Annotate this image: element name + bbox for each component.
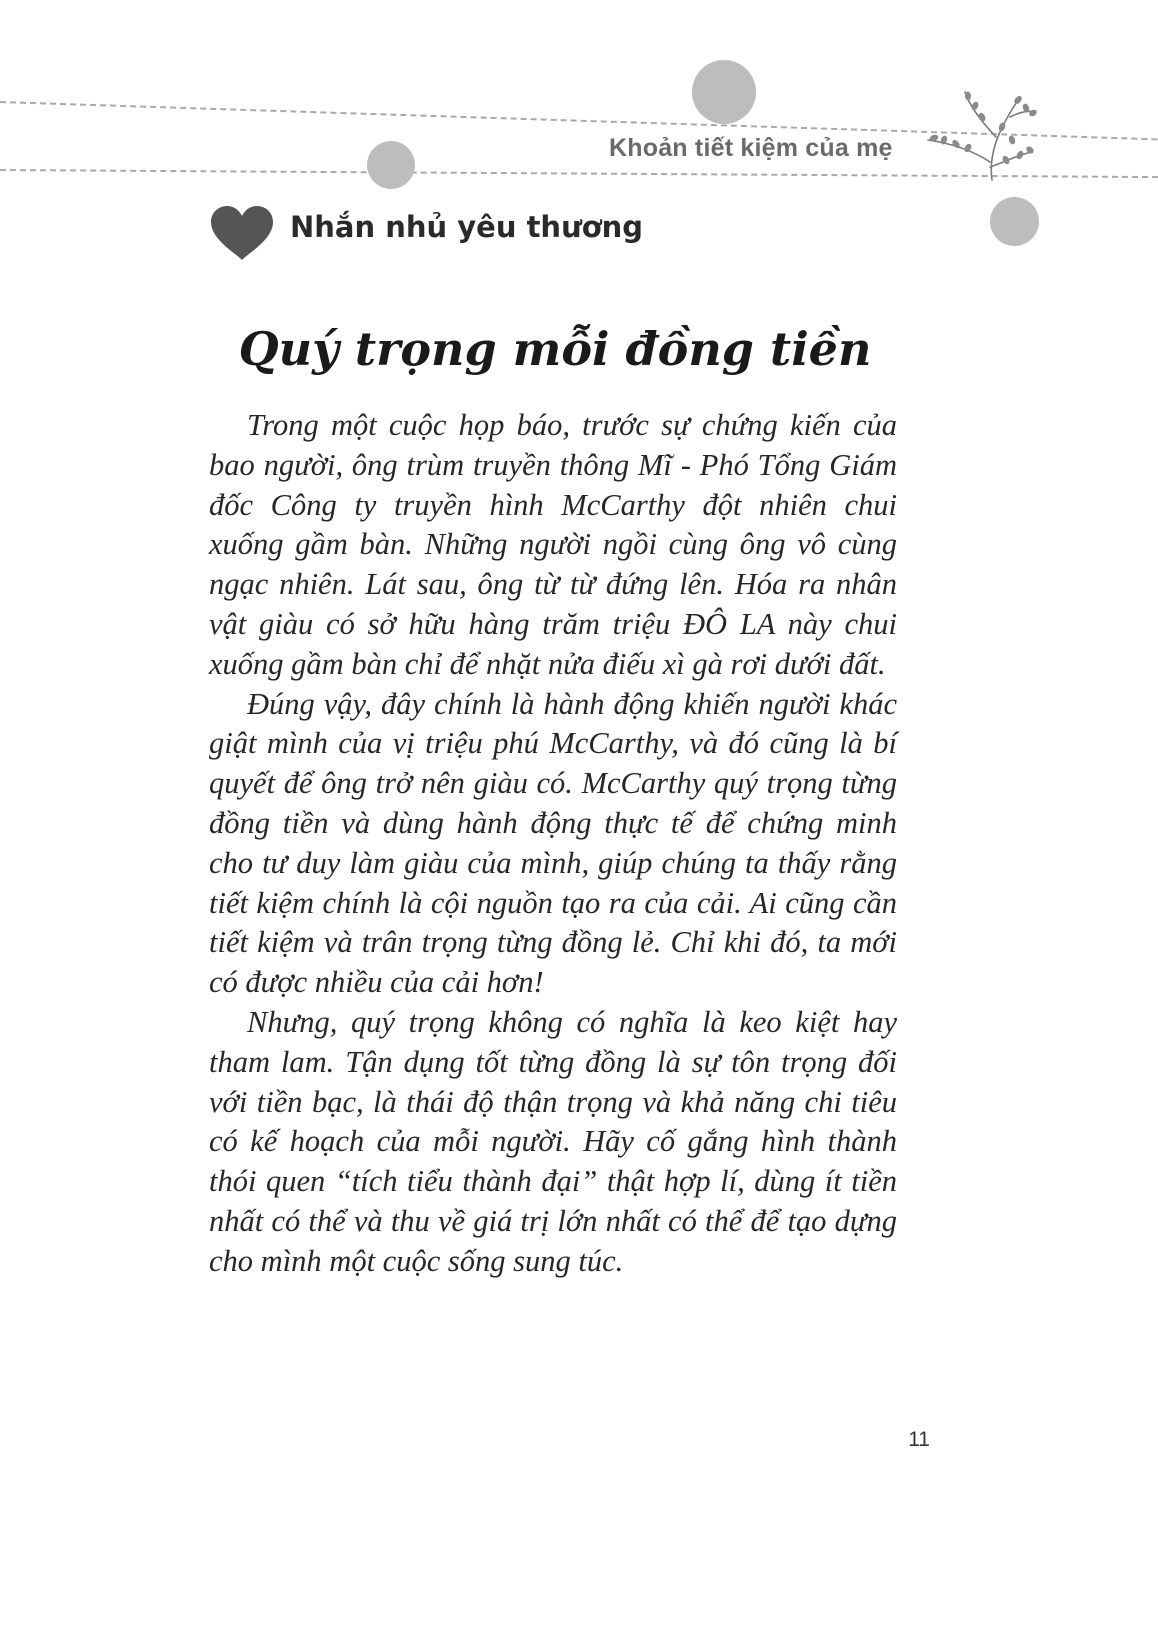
running-head: Khoản tiết kiệm của mẹ xyxy=(605,134,897,163)
article-paragraph: Trong một cuộc họp báo, trước sự chứng kiến của bao người, ông trùm truyền thông Mĩ - Phó Tổng Giám đốc Công ty truyền hình McCarthy đột nhiên chui xuống gầm bàn. Những người ngồi cùng ông vô cùng ngạc nhiên. Lát sau, ông từ từ đứng lên. Hóa ra nhân vật giàu có sở hữu hàng trăm triệu ĐÔ LA này chui xuống gầm bàn chỉ để nhặt nửa điếu xì gà rơi dưới đất. xyxy=(209,408,897,681)
decorative-dot xyxy=(692,60,756,124)
article-body xyxy=(209,406,897,1282)
page-number: 11 xyxy=(908,1428,930,1451)
decorative-dot xyxy=(367,141,415,189)
article-paragraph: Nhưng, quý trọng không có nghĩa là keo kiệt hay tham lam. Tận dụng tốt từng đồng là sự tôn trọng đối với tiền bạc, là thái độ thận trọng và khả năng chi tiêu có kế hoạch của mỗi người. Hãy cố gắng hình thành thói quen “tích tiểu thành đại” thật hợp lí, dùng ít tiền nhất có thể và thu về giá trị lớn nhất có thể để tạo dựng cho mình một cuộc sống sung túc. xyxy=(209,1004,897,1278)
article-paragraph: Đúng vậy, đây chính là hành động khiến người khác giật mình của vị triệu phú McCarthy, và đó cũng là bí quyết để ông trở nên giàu có. McCarthy quý trọng từng đồng tiền và dùng hành động thực tế để chứng minh cho tư duy làm giàu của mình, giúp chúng ta thấy rằng tiết kiệm chính là cội nguồn tạo ra của cải. Ai cũng cần tiết kiệm và trân trọng từng đồng lẻ. Chỉ khi đó, ta mới có được nhiều của cải hơn! xyxy=(209,686,897,1000)
heart-icon xyxy=(209,204,275,262)
decorative-dot xyxy=(990,197,1039,246)
branch-icon xyxy=(920,82,1040,182)
article-title: Quý trọng mỗi đồng tiền xyxy=(238,322,872,376)
section-label: Nhắn nhủ yêu thương xyxy=(290,210,644,244)
